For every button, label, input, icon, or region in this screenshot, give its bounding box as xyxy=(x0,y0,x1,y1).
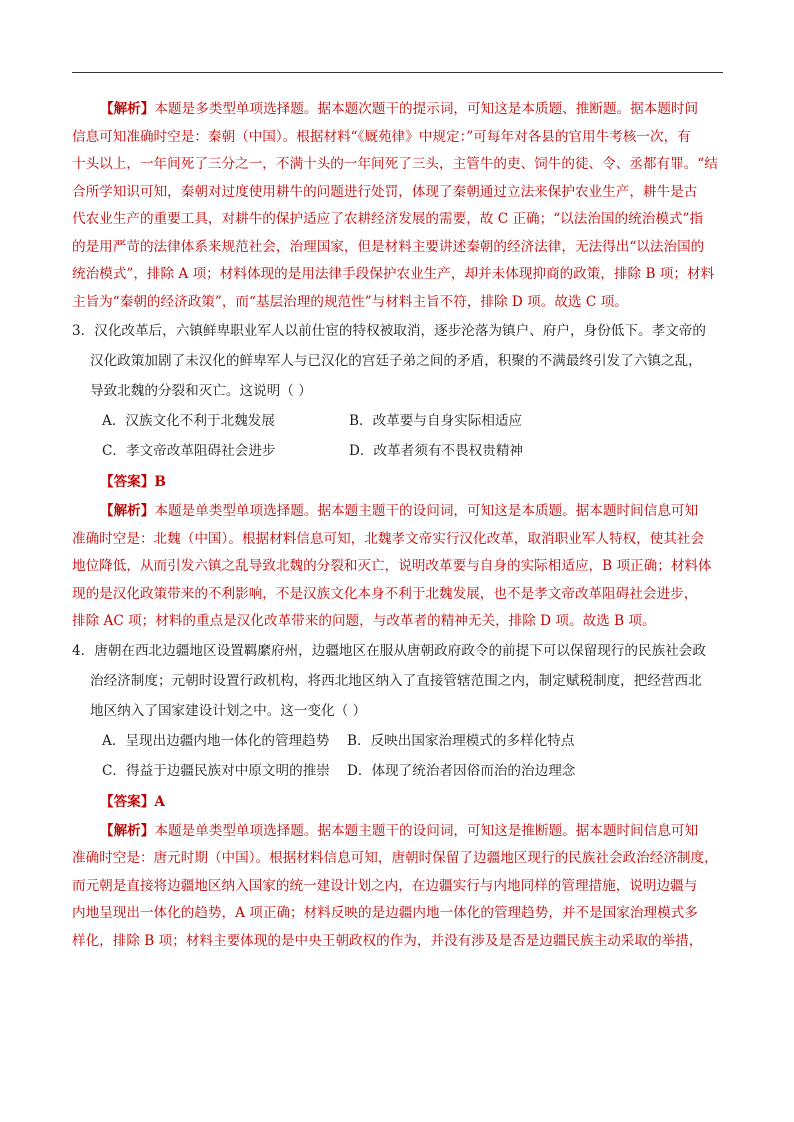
answer-value: B xyxy=(154,474,166,490)
answer-line xyxy=(72,466,724,498)
answer-label: 【答案】 xyxy=(100,793,155,810)
page-content xyxy=(72,96,724,955)
options-row xyxy=(72,406,724,436)
analysis-line: 地位降低，从而引发六镇之乱导致北魏的分裂和灭亡，说明改革要与自身的实际相适应，B 项正确；材料体 xyxy=(72,558,712,574)
option-c: C．得益于边疆民族对中原文明的推崇 xyxy=(102,762,330,779)
analysis-line: 内地呈现出一体化的趋势，A 项正确；材料反映的是边疆内地一体化的管理趋势，并不是国家治理模式多 xyxy=(72,905,698,921)
analysis-line: 而元朝是直接将边疆地区纳入国家的统一建设计划之内，在边疆实行与内地同样的管理措施，说明边疆与 xyxy=(72,877,698,894)
analysis-line: 【解析】本题是单类型单项选择题。据本题主题干的设问词，可知这是推断题。据本题时间信息可知 xyxy=(100,822,699,839)
analysis-line: 合所学知识可知，秦朝对过度使用耕牛的问题进行处罚，体现了秦朝通过立法来保护农业生产，耕牛是古 xyxy=(72,183,698,200)
analysis-line: 【解析】本题是单类型单项选择题。据本题主题干的设问词，可知这是本质题。据本题时间信息可知 xyxy=(100,503,699,519)
answer-line xyxy=(72,786,724,818)
question-stem: 汉化政策加剧了未汉化的鲜卑军人与已汉化的宫廷子弟之间的矛盾，积聚的不满最终引发了六镇之乱， xyxy=(90,353,702,369)
option-b: B．反映出国家治理模式的多样化特点 xyxy=(347,732,575,749)
question-stem: 地区纳入了国家建设计划之中。这一变化（ ） xyxy=(90,702,367,719)
analysis-line: 准确时空是：北魏（中国）。根据材料信息可知，北魏孝文帝实行汉化改革，取消职业军人特权，使其社会 xyxy=(72,530,705,547)
analysis-line: 主旨为“秦朝的经济政策”，而“基层治理的规范性”与材料主旨不符，排除 D 项。故选 C 项。 xyxy=(72,293,628,310)
question-3 xyxy=(72,316,724,636)
answer-label: 【答案】 xyxy=(100,474,155,490)
option-d: D．体现了统治者因俗而治的治边理念 xyxy=(347,762,576,779)
question-stem: 导致北魏的分裂和灭亡。这说明（ ） xyxy=(90,383,312,399)
analysis-line: 代农业生产的重要工具，对耕牛的保护适应了农耕经济发展的需要，故 C 正确；“以法治国的统治模式”指 xyxy=(72,211,704,227)
option-c: C．孝文帝改革阻碍社会进步 xyxy=(102,443,276,459)
options-row xyxy=(72,756,724,786)
analysis-label: 【解析】 xyxy=(100,822,155,839)
option-b: B．改革要与自身实际相适应 xyxy=(349,413,523,429)
question-stem: 治经济制度；元朝时设置行政机构，将西北地区纳入了直接管辖范围之内，制定赋税制度，把经营西北 xyxy=(90,672,702,689)
analysis-line: 信息可知准确时空是：秦朝（中国）。根据材料“《厩苑律》中规定：”可每年对各县的官用牛考核一次，有 xyxy=(72,128,691,145)
prev-analysis xyxy=(72,96,724,316)
question-stem: 4．唐朝在西北边疆地区设置羁縻府州，边疆地区在服从唐朝政府政令的前提下可以保留现行的民族社会政 xyxy=(72,642,706,659)
analysis-label: 【解析】 xyxy=(100,503,155,519)
analysis-line: 准确时空是：唐元时期（中国）。根据材料信息可知，唐朝时保留了边疆地区现行的民族社会政治经济制度， xyxy=(72,850,718,866)
options-row xyxy=(72,726,724,756)
analysis-line: 十头以上，一年间死了三分之一，不满十头的一年间死了三头，主管牛的吏、饲牛的徒、令、丞都有罪。“结 xyxy=(72,156,718,172)
analysis-line: 【解析】本题是多类型单项选择题。据本题次题干的提示词，可知这是本质题、推断题。据本题时间 xyxy=(100,101,699,117)
analysis-line: 统治模式”，排除 A 项；材料体现的是用法律手段保护农业生产，却并未体现抑商的政策，排除 B 项；材料 xyxy=(72,266,715,282)
analysis-label: 【解析】 xyxy=(100,101,155,117)
analysis-line: 样化，排除 B 项；材料主要体现的是中央王朝政权的作为，并没有涉及是否是边疆民族主动采取的举措， xyxy=(72,932,703,949)
option-a: A．呈现出边疆内地一体化的管理趋势 xyxy=(102,732,330,749)
question-stem: 3．汉化改革后，六镇鲜卑职业军人以前仕宦的特权被取消，逐步沦落为镇户、府户，身份低下。孝文帝的 xyxy=(72,323,706,339)
options-row xyxy=(72,436,724,466)
analysis-line: 排除 AC 项；材料的重点是汉化改革带来的问题，与改革者的精神无关，排除 D 项。故选 B 项。 xyxy=(72,613,656,629)
header-rule xyxy=(72,72,723,73)
answer-value: A xyxy=(154,793,165,810)
question-4 xyxy=(72,636,724,956)
option-a: A．汉族文化不利于北魏发展 xyxy=(102,413,275,429)
option-d: D．改革者须有不畏权贵精神 xyxy=(349,443,524,459)
analysis-line: 的是用严苛的法律体系来规范社会，治理国家，但是材料主要讲述秦朝的经济法律，无法得出“以法治国的 xyxy=(72,238,705,255)
analysis-line: 现的是汉化政策带来的不利影响，不是汉族文化本身不利于北魏发展，也不是孝文帝改革阻碍社会进步， xyxy=(72,585,698,602)
